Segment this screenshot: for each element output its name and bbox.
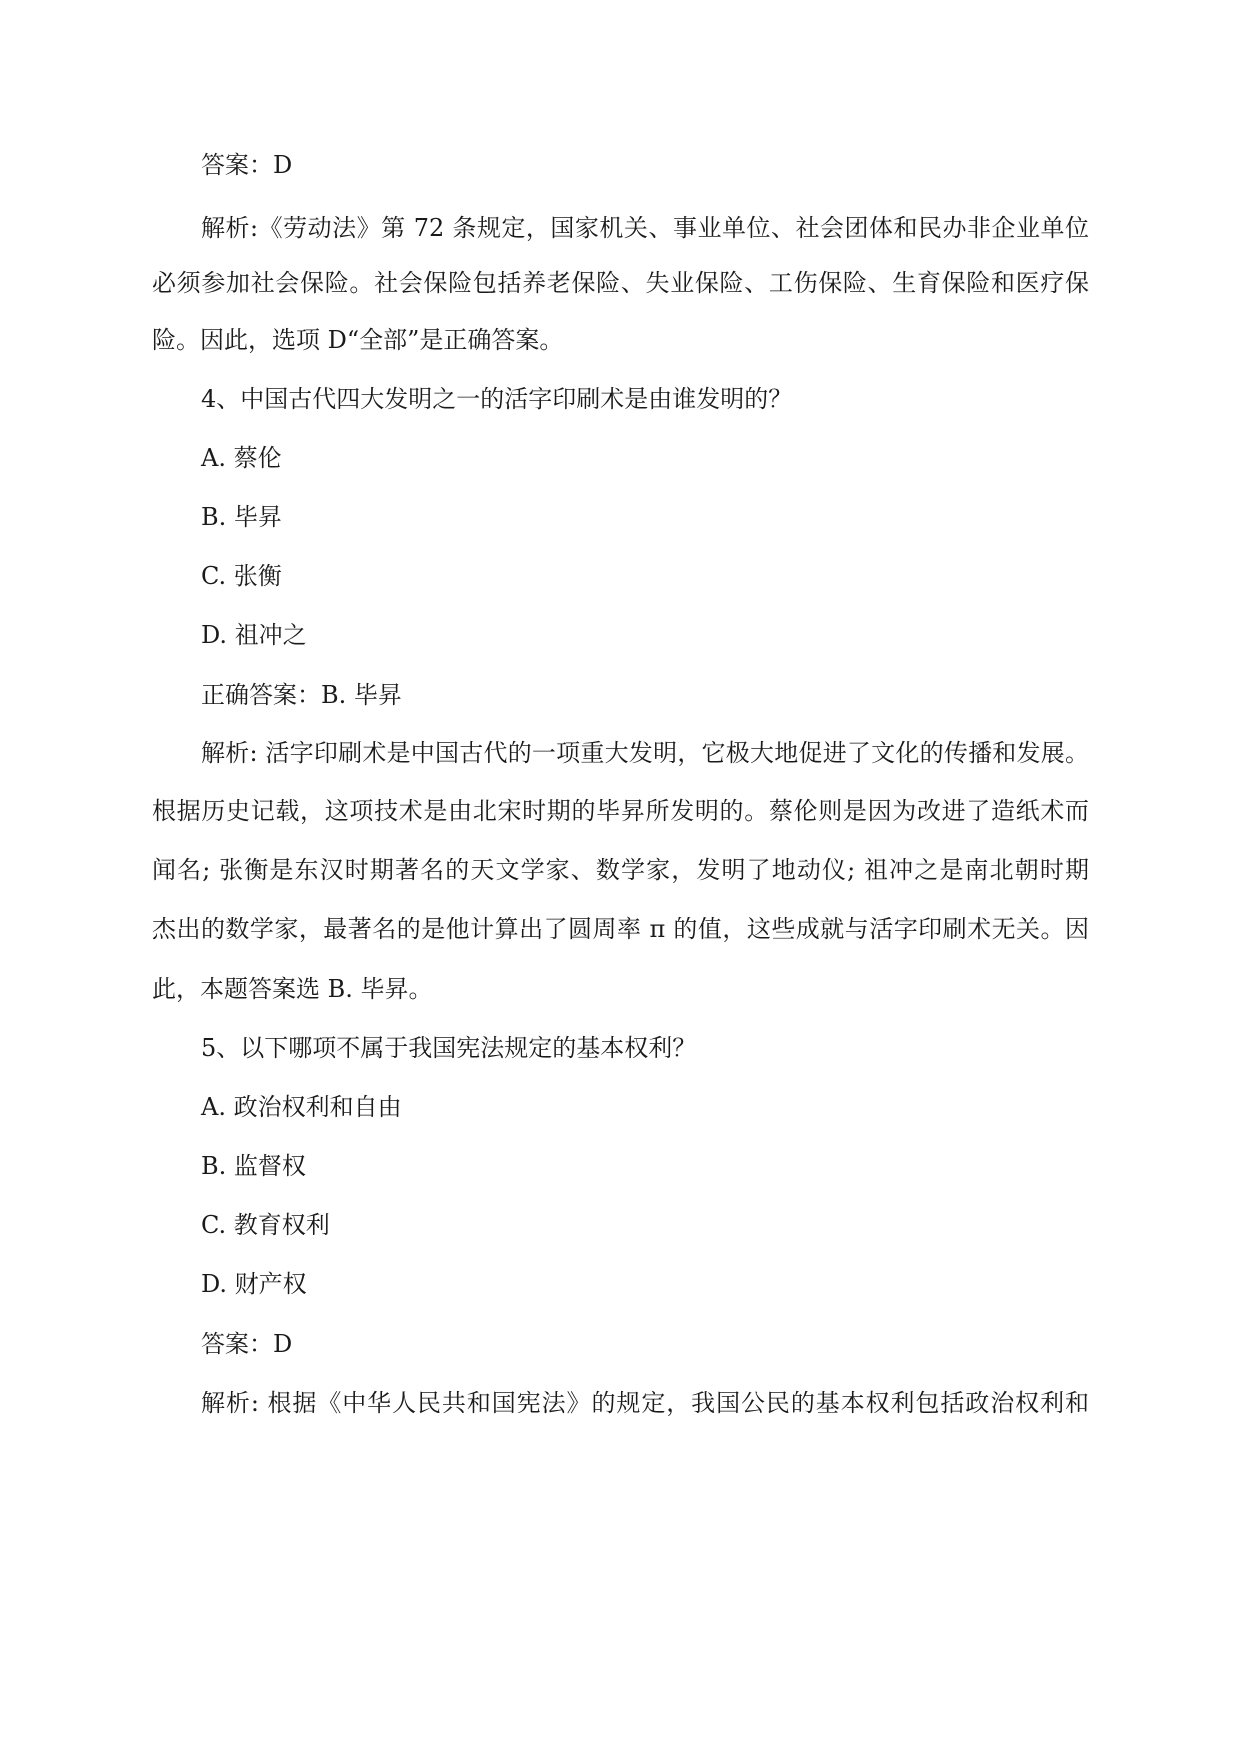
analysis-line: 解析: 活字印刷术是中国古代的一项重大发明，它极大地促进了文化的传播和发展。 <box>201 739 1089 767</box>
option-a: A. 蔡伦 <box>201 444 282 472</box>
analysis-line: 此，本题答案选 B. 毕昇。 <box>152 975 433 1003</box>
analysis-line: 杰出的数学家，最著名的是他计算出了圆周率 π 的值，这些成就与活字印刷术无关。因 <box>152 915 1089 943</box>
option-d: D. 财产权 <box>201 1270 307 1298</box>
question-text: 5、以下哪项不属于我国宪法规定的基本权利？ <box>201 1034 697 1062</box>
answer-line: 答案：D <box>201 151 293 179</box>
option-a: A. 政治权利和自由 <box>201 1093 402 1121</box>
option-b: B. 监督权 <box>201 1152 306 1180</box>
option-c: C. 教育权利 <box>201 1211 330 1239</box>
analysis-line: 闻名; 张衡是东汉时期著名的天文学家、数学家，发明了地动仪; 祖冲之是南北朝时期 <box>152 856 1089 884</box>
question-text: 4、中国古代四大发明之一的活字印刷术是由谁发明的？ <box>201 385 793 413</box>
analysis-line: 解析:《劳动法》第 72 条规定，国家机关、事业单位、社会团体和民办非企业单位 <box>201 214 1089 242</box>
option-c: C. 张衡 <box>201 562 282 590</box>
option-d: D. 祖冲之 <box>201 621 307 649</box>
analysis-line: 根据历史记载，这项技术是由北宋时期的毕昇所发明的。蔡伦则是因为改进了造纸术而 <box>152 797 1089 825</box>
analysis-line: 险。因此，选项 D“全部”是正确答案。 <box>152 326 564 354</box>
answer-line: 正确答案：B. 毕昇 <box>201 681 402 709</box>
analysis-line: 解析: 根据《中华人民共和国宪法》的规定，我国公民的基本权利包括政治权利和 <box>201 1389 1089 1417</box>
analysis-line: 必须参加社会保险。社会保险包括养老保险、失业保险、工伤保险、生育保险和医疗保 <box>152 269 1089 297</box>
option-b: B. 毕昇 <box>201 503 282 531</box>
answer-line: 答案：D <box>201 1330 293 1358</box>
